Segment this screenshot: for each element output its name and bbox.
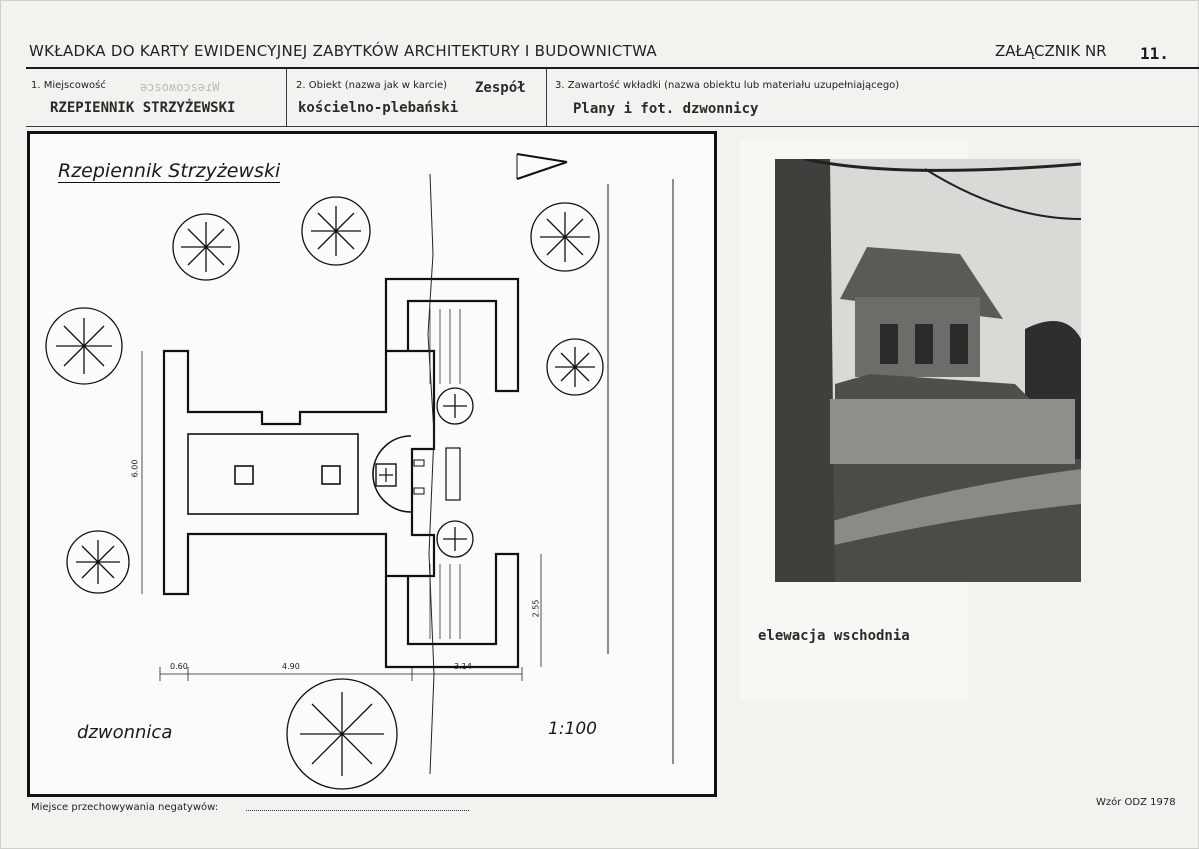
location-label: 1. Miejscowość (31, 80, 106, 91)
stair-wall-bottom (386, 554, 518, 667)
negatives-field (246, 810, 469, 811)
plan-title: Rzepiennik Strzyżewski (58, 160, 281, 182)
north-arrow-icon (517, 154, 567, 179)
tree-icon (46, 308, 122, 384)
dim-label: 6.00 (130, 459, 140, 478)
tree-icon (67, 531, 129, 593)
content-value: Plany i fot. dzwonnicy (573, 101, 759, 117)
dimension-lines (142, 351, 541, 681)
step-mark (414, 488, 424, 494)
trees (46, 197, 603, 789)
form-code: Wzór ODZ 1978 (1096, 797, 1176, 808)
apse-arc (373, 436, 411, 512)
fence-line (428, 174, 673, 774)
tree-icon (287, 679, 397, 789)
pillar (235, 466, 253, 484)
tree-icon (173, 214, 239, 280)
dim-label: 2.55 (531, 599, 541, 618)
dim-label: 3.14 (454, 662, 472, 671)
field-separator (286, 69, 287, 126)
tree-icon (437, 521, 473, 557)
step-mark (414, 460, 424, 466)
field-rule (26, 126, 1199, 127)
dim-label: 4.90 (282, 662, 300, 671)
annex-label: ZAŁĄCZNIK NR (995, 42, 1107, 60)
tree-icon (547, 339, 603, 395)
bell-hall (188, 434, 358, 514)
field-separator (546, 69, 547, 126)
location-value: RZEPIENNIK STRZYŻEWSKI (50, 100, 236, 116)
header-rule (26, 67, 1199, 69)
photo-svg (775, 159, 1081, 582)
tree-icon (302, 197, 370, 265)
plan-subject: dzwonnica (77, 722, 173, 743)
dim-label: 0.60 (170, 662, 188, 671)
card-title: WKŁADKA DO KARTY EWIDENCYJNEJ ZABYTKÓW ARCHITEKTURY I BUDOWNICTWA (29, 42, 657, 60)
plan-scale: 1:100 (548, 719, 597, 739)
ghost-imprint: ǝɔsoʍoɔsǝɾW (140, 80, 220, 94)
negatives-label: Miejsce przechowywania negatywów: (31, 802, 219, 813)
tree-icon (531, 203, 599, 271)
tree-icon (437, 388, 473, 424)
object-value-line1: Zespół (475, 80, 526, 96)
stair-wall-top (386, 279, 518, 391)
bench (446, 448, 460, 500)
site-plan-drawing (27, 131, 717, 797)
belfry-photo (775, 159, 1081, 582)
object-value-line2: kościelno-plebański (298, 100, 459, 116)
annex-number: 11. (1140, 44, 1169, 63)
object-label: 2. Obiekt (nazwa jak w karcie) (296, 80, 448, 91)
pillar (322, 466, 340, 484)
bell-tower-wall-left (164, 351, 434, 594)
content-label: 3. Zawartość wkładki (nazwa obiektu lub materiału uzupełniającego) (555, 80, 900, 91)
photo-caption: elewacja wschodnia (758, 628, 910, 644)
